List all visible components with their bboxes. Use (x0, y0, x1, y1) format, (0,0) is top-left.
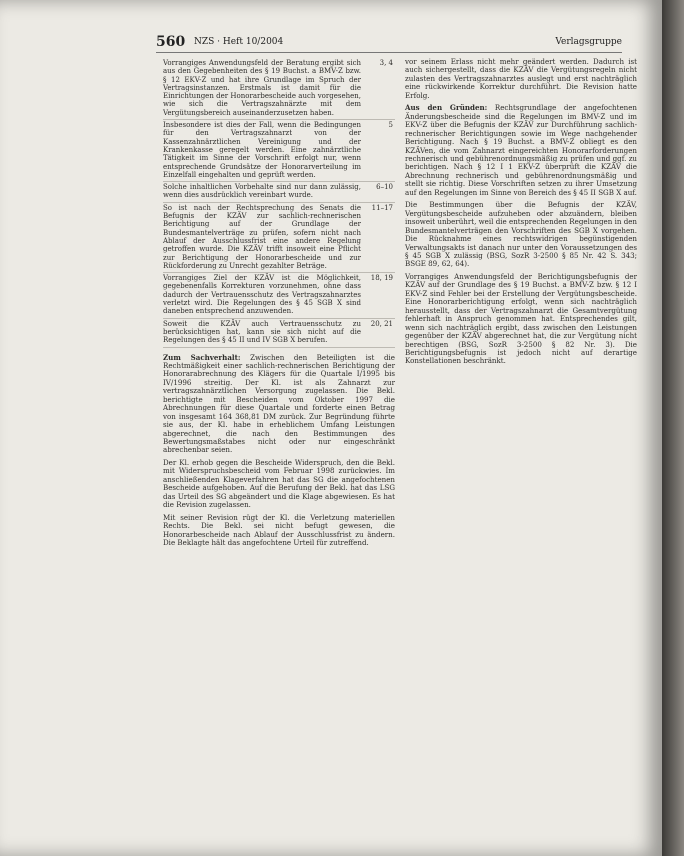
table-row (163, 120, 395, 182)
headnote-table (163, 58, 395, 348)
page-number: 560 (156, 34, 186, 50)
paragraph-text: Die Bestimmungen über die Befugnis der KZÄV, Vergütungsbescheide aufzuheben oder abzuändern, bleiben insoweit unberührt, weil die entsprechenden Regelungen in den Bundesmantelverträgen den Vorschriften des SGB X vorgehen. Die Rücknahme eines rechtswidrigen begünstigenden Verwaltungsakts ist danach nur unter den Voraussetzungen des § 45 SGB X zulässig (BSG, SozR 3-2500 § 85 Nr. 42 S. 343; BSGE 89, 62, 64). (405, 200, 637, 269)
publisher-name: Verlagsgruppe (555, 37, 622, 47)
paragraph-lead: Zum Sachverhalt: (163, 352, 241, 362)
table-cell-text: Vorrangiges Anwendungsfeld der Beratung ergibt sich aus den Gegebenheiten des § 19 Buchst. a BMV-Z bzw. § 12 EKV-Z und hat ihre Grundlage im Spruch der Vertragsinstanzen. Erstmals ist damit für die Einrichtungen der Honorarbescheide auch vorgesehen, wie sich die Vertragszahnärzte mit dem Vergütungsbereich auseinanderzusetzen haben. (163, 58, 363, 120)
table-cell-number: 11–17 (363, 202, 395, 272)
table-row (163, 182, 395, 203)
paragraph (163, 354, 395, 455)
table-row (163, 273, 395, 318)
paragraph (405, 201, 637, 269)
paragraph (163, 459, 395, 510)
table-row (163, 202, 395, 272)
paragraph-text: Vorrangiges Anwendungsfeld der Berichtigungsbefugnis der KZÄV auf der Grundlage des § 19 Buchst. a BMV-Z bzw. § 12 I EKV-Z sind Fehler bei der Erstellung der Vergütungsbescheide. Eine Honorarberichtigung erfolgt, wenn sich nachträglich herausstellt, dass der Vertragszahnarzt die Gesamtvergütung fehlerhaft in Anspruch genommen hat. Entsprechendes gilt, wenn sich nachträglich ergibt, dass zwischen den Leistungen gegenüber der KZÄV abgerechnet hat, die zur Vergütung nicht berechtigen (BSG, SozR 3-2500 § 82 Nr. 3). Die Berichtigungsbefugnis ist jedoch nicht auf derartige Konstellationen beschränkt. (405, 271, 637, 366)
table-cell-number: 6–10 (363, 182, 395, 203)
paragraph-text: Zwischen den Beteiligten ist die Rechtmäßigkeit einer sachlich-rechnerischen Berichtigung der Honorarabrechnung des Klägers für die Quartale I/1995 bis IV/1996 streitig. Der Kl. ist als Zahnarzt zur vertragszahnärztlichen Versorgung zugelassen. Die Bekl. berichtigte mit Bescheiden vom Oktober 1997 die Abrechnungen für diese Quartale und forderte einen Betrag von insgesamt 164 368,81 DM zurück. Zur Begründung führte sie aus, der Kl. habe in erheblichem Umfang Leistungen abgerechnet, die nach den Bestimmungen des Bewertungsmaßstabes nicht oder nur eingeschränkt abrechenbar seien. (163, 352, 395, 455)
table-cell-text: Vorrangiges Ziel der KZÄV ist die Möglichkeit, gegebenenfalls Korrekturen vorzunehmen, ohne dass dadurch der Vertrauensschutz des Vertragszahnarztes verletzt wird. Die Regelungen des § 45 SGB X sind daneben entsprechend anzuwenden. (163, 273, 363, 318)
table-cell-text: So ist nach der Rechtsprechung des Senats die Befugnis der KZÄV zur sachlich-rechnerischen Berichtigung auf der Grundlage der Bundesmantelverträge zu prüfen, sofern nicht nach Ablauf der Ausschlussfrist eine andere Regelung getroffen wurde. Die KZÄV trifft insoweit eine Pflicht zur Berichtigung der Honorarbescheide und zur Rückforderung zu Unrecht gezahlter Beträge. (163, 202, 363, 272)
paragraph-text: Rechtsgrundlage der angefochtenen Änderungsbescheide sind die Regelungen im BMV-Z und im EKV-Z über die Befugnis der KZÄV zur Durchführung sachlich-rechnerischer Berichtigungen sowie im Wege nachgehender Berichtigung. Nach § 19 Buchst. a BMV-Z obliegt es den KZÄVen, die vom Zahnarzt eingereichten Honorarforderungen rechnerisch und gebührenordnungsmäßig zu prüfen und ggf. zu berichtigen. Nach § 12 I 1 EKV-Z überprüft die KZÄV die Abrechnung rechnerisch und gebührenordnungsmäßig und stellt sie richtig. Diese Vorschriften setzen zu ihrer Umsetzung auf den Regelungen im Sinne von Bereich des § 45 II SGB X auf. (405, 103, 637, 197)
paragraph (405, 104, 637, 197)
table-cell-text: Soweit die KZÄV auch Vertrauensschutz zu berücksichtigen hat, kann sie sich nicht auf die Regelungen des § 45 II und IV SGB X berufen. (163, 318, 363, 347)
table-cell-text: Insbesondere ist dies der Fall, wenn die Bedingungen für den Vertragszahnarzt von der Kassenzahnärztlichen Vereinigung und der Krankenkasse geregelt werden. Eine zahnärztliche Tätigkeit im Sinne der Vorschrift erfolgt nur, wenn entsprechende Grundsätze der Honorarverteilung im Einzelfall eingehalten und geprüft werden. (163, 120, 363, 182)
table-row (163, 318, 395, 347)
left-column (163, 58, 395, 547)
table-cell-text: Solche inhaltlichen Vorbehalte sind nur dann zulässig, wenn dies ausdrücklich vereinbart wurde. (163, 182, 363, 203)
journal-name: NZS · Heft 10/2004 (194, 37, 284, 47)
page-edge-shadow (662, 0, 684, 856)
page-header (156, 34, 622, 53)
paragraph-lead: Aus den Gründen: (405, 103, 488, 113)
table-cell-number: 18, 19 (363, 273, 395, 318)
table-row (163, 58, 395, 120)
table-cell-number: 5 (363, 120, 395, 182)
paragraph-text: Mit seiner Revision rügt der Kl. die Verletzung materiellen Rechts. Die Bekl. sei nicht befugt gewesen, die Honorarbescheide nach Ablauf der Ausschlussfrist zu ändern. Die Beklagte hält das angefochtene Urteil für zutreffend. (163, 512, 395, 548)
table-cell-number: 3, 4 (363, 58, 395, 120)
table-cell-number: 20, 21 (363, 318, 395, 347)
paragraph (405, 273, 637, 366)
right-column (405, 58, 637, 366)
paragraph: vor seinem Erlass nicht mehr geändert werden. Dadurch ist auch sichergestellt, dass die KZÄV die Vergütungsregeln nicht zulasten des Vertragszahnarztes auslegt und erst nachträglich eine rückwirkende Korrektur durchführt. Die Revision hatte Erfolg. (405, 57, 637, 100)
paragraph-text: Der Kl. erhob gegen die Bescheide Widerspruch, den die Bekl. mit Widerspruchsbescheid vom Februar 1998 zurückwies. Im anschließenden Klageverfahren hat das SG die angefochtenen Bescheide aufgehoben. Auf die Berufung der Bekl. hat das LSG das Urteil des SG abgeändert und die Klage abgewiesen. Es hat die Revision zugelassen. (163, 457, 395, 510)
paragraph (163, 514, 395, 548)
facts-section (163, 354, 395, 548)
